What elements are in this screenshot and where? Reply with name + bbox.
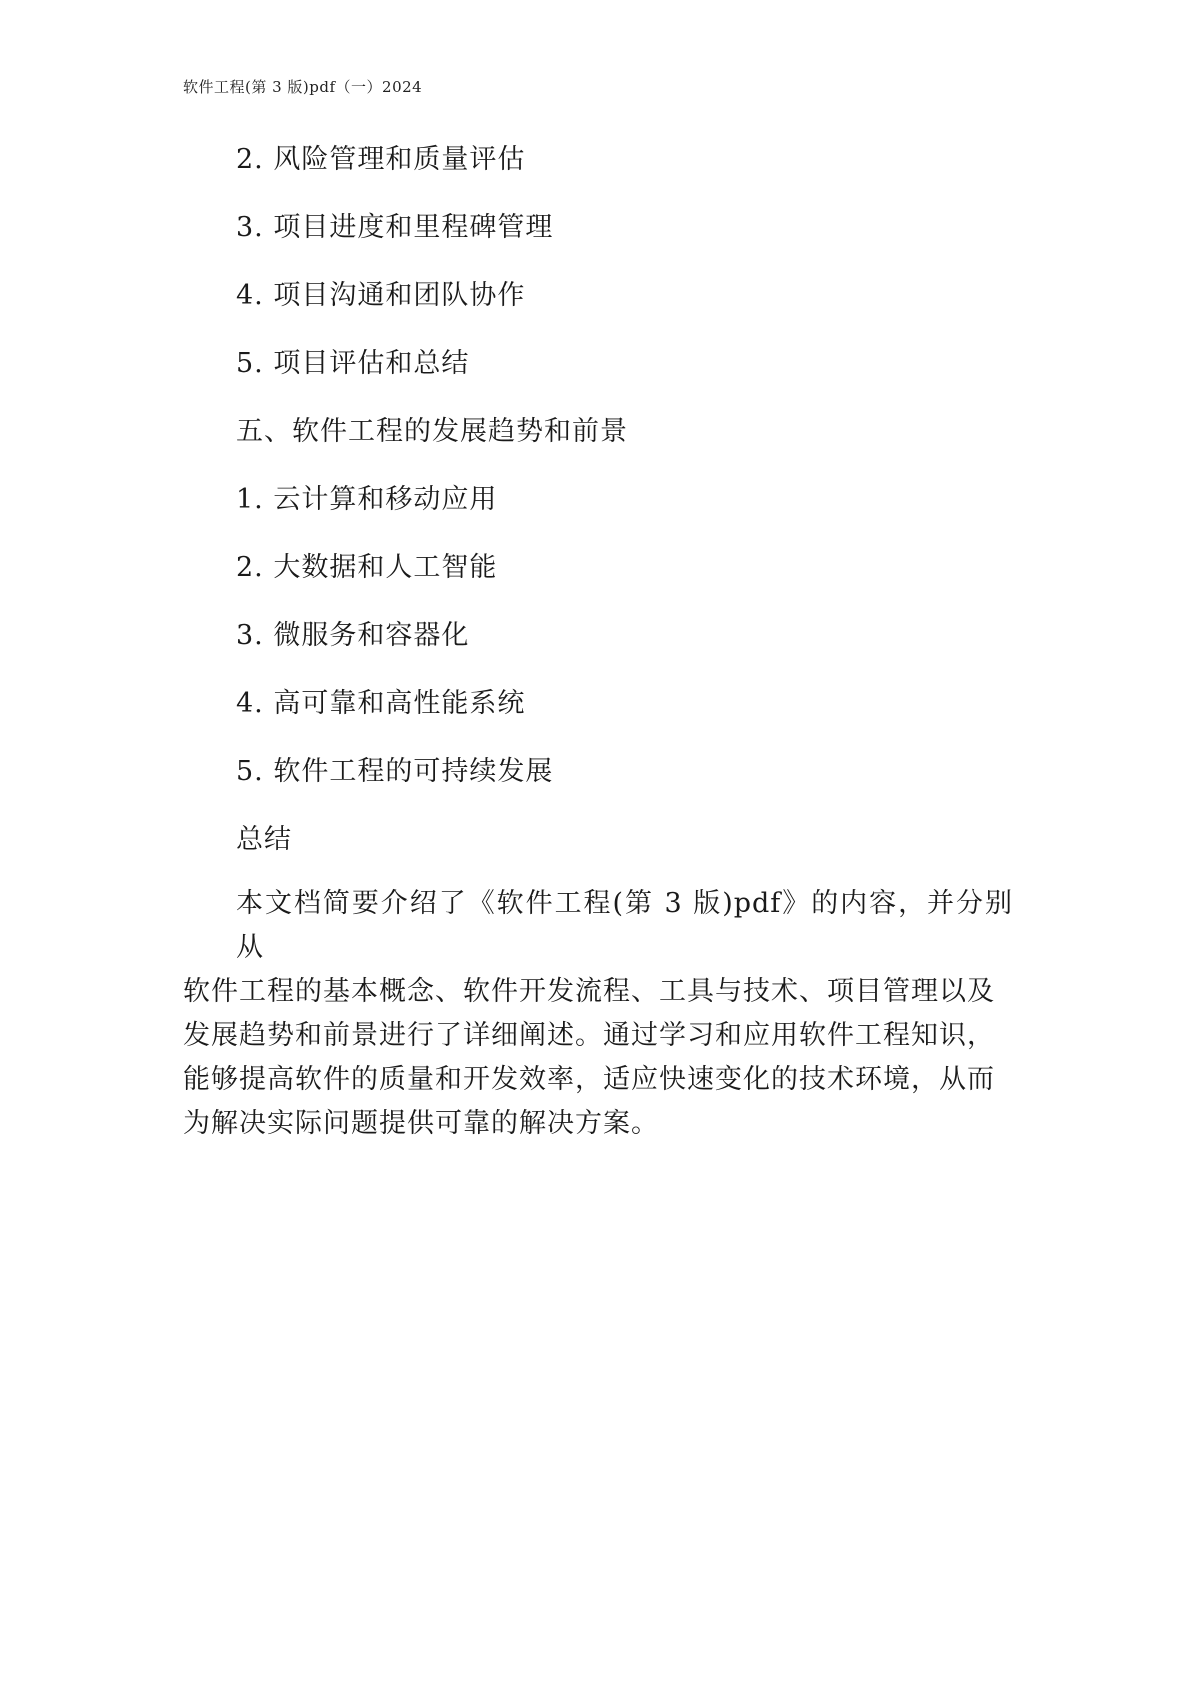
list-item-microservices: 3. 微服务和容器化	[236, 620, 470, 651]
summary-line: 软件工程的基本概念、软件开发流程、工具与技术、项目管理以及	[183, 976, 995, 1007]
list-item-cloud-mobile: 1. 云计算和移动应用	[236, 484, 498, 515]
list-item-project-evaluation: 5. 项目评估和总结	[236, 348, 470, 379]
list-item-sustainability: 5. 软件工程的可持续发展	[236, 756, 554, 787]
summary-line: 能够提高软件的质量和开发效率，适应快速变化的技术环境，从而	[183, 1064, 995, 1095]
list-item-team-collaboration: 4. 项目沟通和团队协作	[236, 280, 526, 311]
summary-paragraph	[183, 882, 1013, 1146]
summary-line: 本文档简要介绍了《软件工程(第 3 版)pdf》的内容，并分别从	[236, 888, 1013, 963]
document-body	[183, 142, 1013, 1146]
section-heading-trends: 五、软件工程的发展趋势和前景	[236, 416, 628, 447]
summary-line: 为解决实际问题提供可靠的解决方案。	[183, 1108, 659, 1139]
page-header: 软件工程(第 3 版)pdf（一）2024	[183, 78, 423, 96]
section-heading-summary: 总结	[236, 824, 292, 855]
summary-line: 发展趋势和前景进行了详细阐述。通过学习和应用软件工程知识，	[183, 1020, 995, 1051]
list-item-reliability: 4. 高可靠和高性能系统	[236, 688, 526, 719]
list-item-risk-management: 2. 风险管理和质量评估	[236, 144, 526, 175]
list-item-schedule-management: 3. 项目进度和里程碑管理	[236, 212, 554, 243]
list-item-bigdata-ai: 2. 大数据和人工智能	[236, 552, 498, 583]
